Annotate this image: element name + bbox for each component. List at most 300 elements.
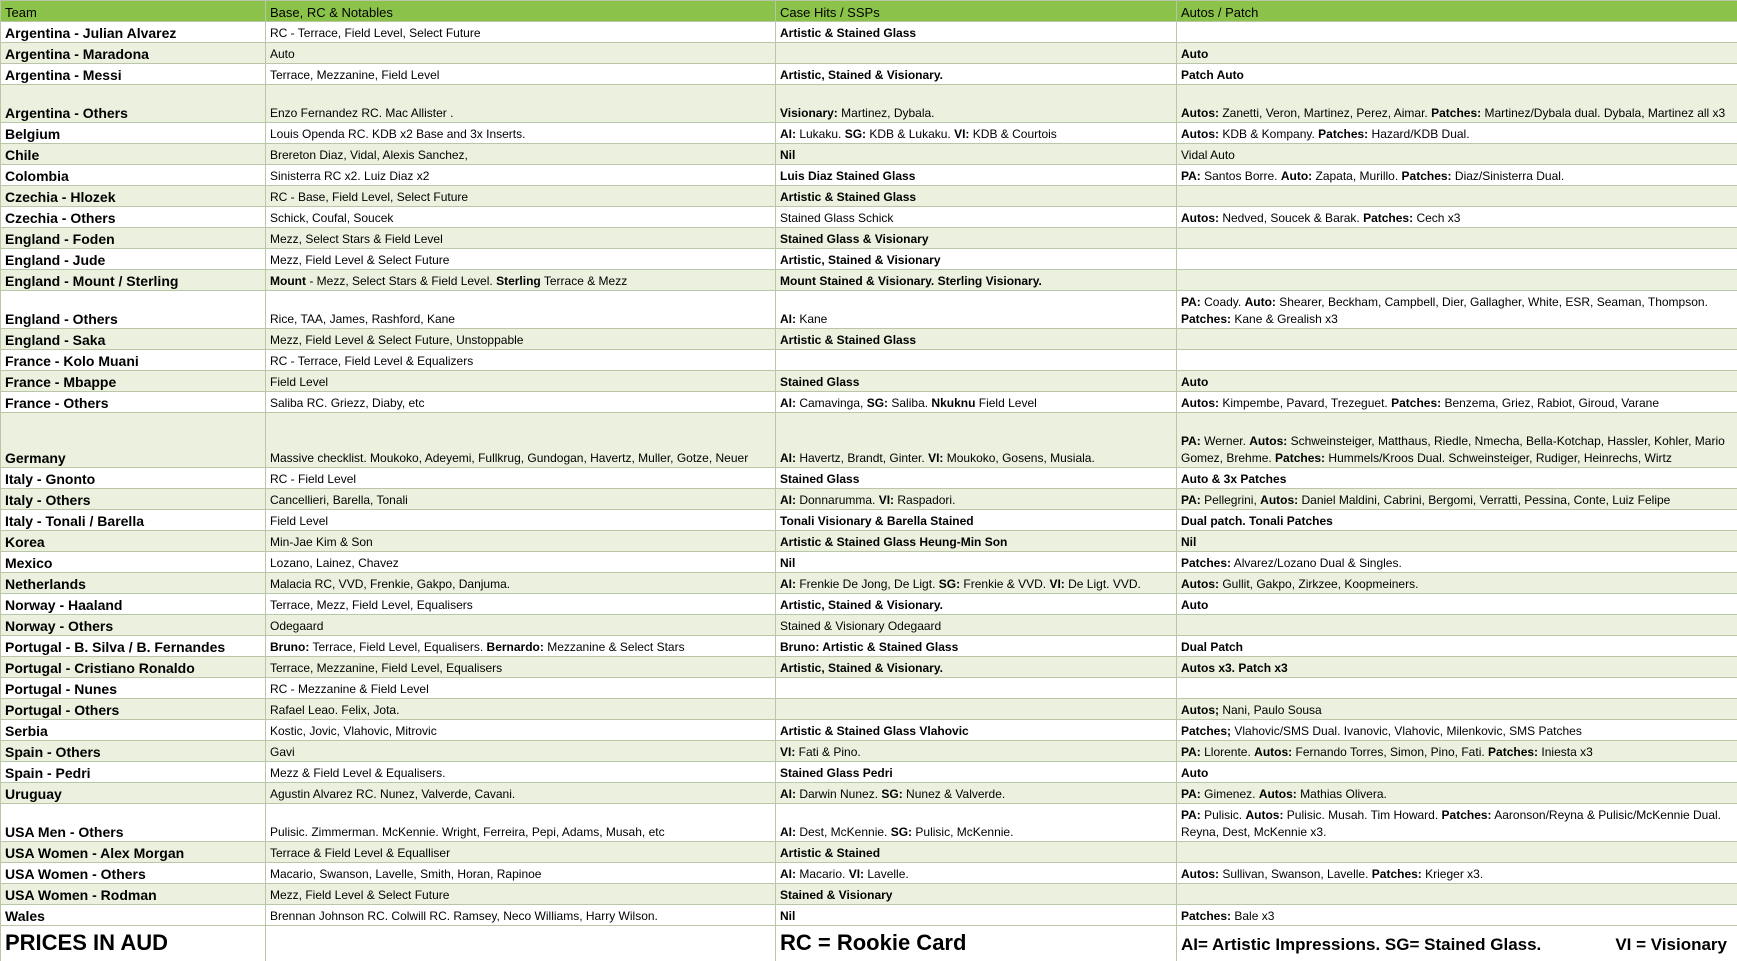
cell-text: PA: [1181,169,1201,183]
hits-cell[interactable] [776,350,1177,371]
cell-text: VI: [1049,577,1065,591]
cell-text: Frenkie & VVD. [960,577,1050,591]
cell-text: Cech x3 [1413,211,1461,225]
base-cell[interactable] [266,783,776,804]
table-row [1,468,1737,489]
cell-text: VI: [848,867,865,881]
cell-text: Field Level [975,396,1037,410]
header-hits[interactable]: Case Hits / SSPs [776,1,1177,22]
cell-text: VI: [928,451,944,465]
cell-text: Patches: [1371,867,1422,881]
cell-text: PA: [1181,808,1201,822]
base-cell[interactable] [266,350,776,371]
team-cell[interactable]: Netherlands [1,573,266,594]
cell-text: Artistic & Stained [780,846,881,860]
base-cell[interactable] [266,43,776,64]
cell-text: Sterling [496,274,541,288]
autos-cell[interactable] [1177,804,1737,842]
autos-cell[interactable] [1177,762,1737,783]
autos-cell[interactable] [1177,783,1737,804]
base-cell[interactable] [266,228,776,249]
hits-cell[interactable] [776,228,1177,249]
base-cell[interactable] [266,657,776,678]
cell-text: Autos: [1181,106,1219,120]
team-cell[interactable]: Czechia - Hlozek [1,186,266,207]
team-cell[interactable]: USA Women - Rodman [1,884,266,905]
team-cell[interactable]: Argentina - Messi [1,64,266,85]
table-row [1,392,1737,413]
autos-cell[interactable] [1177,249,1737,270]
cell-text: RC - Field Level [270,472,357,486]
cell-text: Agustin Alvarez RC. Nunez, Valverde, Cavani. [270,787,516,801]
base-cell[interactable] [266,392,776,413]
cell-text: Patches: [1181,556,1232,570]
cell-text: Terrace, Mezz, Field Level, Equalisers [270,598,473,612]
table-row [1,762,1737,783]
autos-cell[interactable] [1177,468,1737,489]
autos-cell[interactable] [1177,531,1737,552]
table-row [1,144,1737,165]
cell-text: Auto: [1280,169,1313,183]
cell-text: Min-Jae Kim & Son [270,535,373,549]
hits-cell[interactable] [776,615,1177,636]
autos-cell[interactable] [1177,863,1737,884]
cell-text: Auto: [1244,295,1276,309]
base-cell[interactable] [266,186,776,207]
hits-cell[interactable] [776,468,1177,489]
team-cell[interactable]: Portugal - Cristiano Ronaldo [1,657,266,678]
cell-text: Moukoko, Gosens, Musiala. [943,451,1095,465]
footer-legend[interactable] [1177,926,1737,961]
cell-text: Bruno: Artistic & Stained Glass [780,640,959,654]
hits-cell[interactable] [776,510,1177,531]
base-cell[interactable] [266,270,776,291]
cell-text: Macario. [796,867,849,881]
hits-cell[interactable] [776,43,1177,64]
base-cell[interactable] [266,64,776,85]
base-cell[interactable] [266,678,776,699]
cell-text: Mezz, Select Stars & Field Level [270,232,443,246]
cell-text: Gavi [270,745,295,759]
team-cell[interactable]: Czechia - Others [1,207,266,228]
autos-cell[interactable] [1177,270,1737,291]
cell-text: Sullivan, Swanson, Lavelle. [1219,867,1372,881]
base-cell[interactable] [266,291,776,329]
team-cell[interactable]: Wales [1,905,266,926]
team-cell[interactable]: Italy - Others [1,489,266,510]
hits-cell[interactable] [776,85,1177,123]
cell-text: Lozano, Lainez, Chavez [270,556,399,570]
hits-cell[interactable] [776,249,1177,270]
cell-text: Sinisterra RC x2. Luiz Diaz x2 [270,169,430,183]
cell-text: AI: [780,312,796,326]
hits-cell[interactable] [776,531,1177,552]
base-cell[interactable] [266,468,776,489]
cell-text: Bernardo: [486,640,544,654]
cell-text: Autos; [1181,703,1219,717]
base-cell[interactable] [266,510,776,531]
cell-text: Vidal Auto [1181,148,1235,162]
autos-cell[interactable] [1177,165,1737,186]
hits-cell[interactable] [776,804,1177,842]
cell-text: Terrace, Field Level, Equalisers. [309,640,487,654]
cell-text: RC - Terrace, Field Level & Equalizers [270,354,474,368]
team-cell[interactable]: France - Others [1,392,266,413]
cell-text: Patches: [1391,396,1442,410]
table-body [1,22,1737,926]
hits-cell[interactable] [776,270,1177,291]
cell-text: Autos: [1181,211,1219,225]
cell-text: Dest, McKennie. [796,825,891,839]
footer-row [1,926,1737,961]
table-row [1,270,1737,291]
hits-cell[interactable] [776,552,1177,573]
cell-text: Nani, Paulo Sousa [1219,703,1322,717]
team-cell[interactable]: England - Saka [1,329,266,350]
cell-text: Artistic, Stained & Visionary [780,253,941,267]
cell-text: Luis Diaz Stained Glass [780,169,916,183]
cell-text: Pulisic. Zimmerman. McKennie. Wright, Ferreira, Pepi, Adams, Musah, etc [270,825,665,839]
cell-text: Autos: [1181,396,1219,410]
autos-cell[interactable] [1177,699,1737,720]
cell-text: Martinez/Dybala dual. Dybala, Martinez all x3 [1481,106,1726,120]
team-cell[interactable]: France - Kolo Muani [1,350,266,371]
cell-text: Terrace & Field Level & Equalliser [270,846,451,860]
team-cell[interactable]: Spain - Pedri [1,762,266,783]
autos-cell[interactable] [1177,350,1737,371]
autos-cell[interactable] [1177,413,1737,468]
base-cell[interactable] [266,884,776,905]
base-cell[interactable] [266,636,776,657]
header-team[interactable]: Team [1,1,266,22]
cell-text: Zapata, Murillo. [1312,169,1402,183]
cell-text: Havertz, Brandt, Ginter. [796,451,929,465]
cell-text: Patches: [1431,106,1482,120]
header-base[interactable]: Base, RC & Notables [266,1,776,22]
team-cell[interactable]: Portugal - B. Silva / B. Fernandes [1,636,266,657]
cell-text: Aaronson/Reyna & Pulisic/McKennie Dual. Reyna, Dest, McKennie x3. [1181,808,1721,839]
table-row [1,249,1737,270]
cell-text: Stained Glass Pedri [780,766,893,780]
base-cell[interactable] [266,22,776,43]
autos-cell[interactable] [1177,22,1737,43]
team-cell[interactable]: Serbia [1,720,266,741]
table-row [1,699,1737,720]
cell-text: Visionary: [780,106,838,120]
cell-text: Stained Glass [780,472,860,486]
base-cell[interactable] [266,144,776,165]
cell-text: Mount Stained & Visionary. Sterling Visionary. [780,274,1042,288]
table-row [1,678,1737,699]
autos-cell[interactable] [1177,371,1737,392]
cell-text: Darwin Nunez. [796,787,882,801]
base-cell[interactable] [266,165,776,186]
team-cell[interactable]: Argentina - Others [1,85,266,123]
base-cell[interactable] [266,615,776,636]
team-cell[interactable]: Norway - Haaland [1,594,266,615]
cell-text: Autos: [1260,493,1299,507]
hits-cell[interactable] [776,291,1177,329]
autos-cell[interactable] [1177,43,1737,64]
hits-cell[interactable] [776,699,1177,720]
cell-text: Massive checklist. Moukoko, Adeyemi, Fullkrug, Gundogan, Havertz, Muller, Gotze, Neuer [270,451,749,465]
cell-text: Mezz, Field Level & Select Future [270,888,450,902]
footer-prices[interactable] [1,926,266,961]
cell-text: Kimpembe, Pavard, Trezeguet. [1219,396,1392,410]
cell-text: Dual patch. Tonali Patches [1181,514,1333,528]
hits-cell[interactable] [776,489,1177,510]
cell-text: Fati & Pino. [795,745,861,759]
autos-cell[interactable] [1177,657,1737,678]
cell-text: KDB & Lukaku. [866,127,955,141]
table-row [1,636,1737,657]
hits-cell[interactable] [776,863,1177,884]
cell-text: SG: [844,127,867,141]
team-cell[interactable]: England - Others [1,291,266,329]
cell-text: PA: [1181,493,1201,507]
cell-text: Patches: [1318,127,1369,141]
autos-cell[interactable] [1177,144,1737,165]
autos-cell[interactable] [1177,905,1737,926]
base-cell[interactable] [266,207,776,228]
team-cell[interactable]: Argentina - Maradona [1,43,266,64]
cell-text: Artistic & Stained Glass Vlahovic [780,724,969,738]
hits-cell[interactable] [776,783,1177,804]
base-cell[interactable] [266,573,776,594]
table-row [1,863,1737,884]
cell-text: Rice, TAA, James, Rashford, Kane [270,312,455,326]
base-cell[interactable] [266,489,776,510]
table-row [1,531,1737,552]
hits-cell[interactable] [776,144,1177,165]
cell-text: Schick, Coufal, Soucek [270,211,394,225]
autos-cell[interactable] [1177,720,1737,741]
hits-cell[interactable] [776,186,1177,207]
hits-cell[interactable] [776,657,1177,678]
autos-cell[interactable] [1177,228,1737,249]
cell-text: Frenkie De Jong, De Ligt. [796,577,939,591]
cell-text: KDB & Courtois [969,127,1057,141]
cell-text: Auto [1181,598,1209,612]
hits-cell[interactable] [776,762,1177,783]
team-cell[interactable]: USA Men - Others [1,804,266,842]
team-cell[interactable]: Colombia [1,165,266,186]
cell-text: Nunez & Valverde. [902,787,1006,801]
base-cell[interactable] [266,762,776,783]
table-row [1,804,1737,842]
base-cell[interactable] [266,699,776,720]
cell-text: Auto [270,47,295,61]
hits-cell[interactable] [776,720,1177,741]
cell-text: Terrace, Mezzanine, Field Level [270,68,440,82]
team-cell[interactable]: France - Mbappe [1,371,266,392]
autos-cell[interactable] [1177,64,1737,85]
hits-cell[interactable] [776,573,1177,594]
cell-text: Artistic, Stained & Visionary. [780,598,943,612]
team-cell[interactable]: Argentina - Julian Alvarez [1,22,266,43]
cell-text: KDB & Kompany. [1219,127,1319,141]
cell-text: Mount [270,274,306,288]
team-cell[interactable]: Portugal - Others [1,699,266,720]
cell-text: Louis Openda RC. KDB x2 Base and 3x Inserts. [270,127,526,141]
cell-text: Gullit, Gakpo, Zirkzee, Koopmeiners. [1219,577,1419,591]
team-cell[interactable]: Chile [1,144,266,165]
base-cell[interactable] [266,594,776,615]
cell-text: Nil [780,148,796,162]
base-cell[interactable] [266,531,776,552]
footer-rc[interactable] [776,926,1177,961]
cell-text: AI: [780,127,796,141]
hits-cell[interactable] [776,636,1177,657]
autos-cell[interactable] [1177,489,1737,510]
hits-cell[interactable] [776,884,1177,905]
cell-text: Auto & 3x Patches [1181,472,1287,486]
cell-text: Zanetti, Veron, Martinez, Perez, Aimar. [1219,106,1432,120]
table-row [1,905,1737,926]
hits-cell[interactable] [776,207,1177,228]
cell-text: Shearer, Beckham, Campbell, Dier, Gallagher, White, ESR, Seaman, Thompson. [1275,295,1708,309]
cell-text: Artistic & Stained Glass Heung-Min Son [780,535,1008,549]
cell-text: Dual Patch [1181,640,1244,654]
base-cell[interactable] [266,371,776,392]
cell-text: Lavelle. [864,867,909,881]
cell-text: Mathias Olivera. [1296,787,1387,801]
cell-text: Diaz/Sinisterra Dual. [1451,169,1565,183]
team-cell[interactable]: Belgium [1,123,266,144]
autos-cell[interactable] [1177,884,1737,905]
cell-text: Macario, Swanson, Lavelle, Smith, Horan, Rapinoe [270,867,542,881]
cell-text: Stained & Visionary Odegaard [780,619,942,633]
table-row [1,350,1737,371]
cell-text: Stained & Visionary [780,888,893,902]
cell-text: Brennan Johnson RC. Colwill RC. Ramsey, Neco Williams, Harry Wilson. [270,909,658,923]
autos-cell[interactable] [1177,636,1737,657]
cell-text: Santos Borre. [1200,169,1281,183]
autos-cell[interactable] [1177,85,1737,123]
cell-text: - Mezz, Select Stars & Field Level. [305,274,497,288]
hits-cell[interactable] [776,842,1177,863]
hits-cell[interactable] [776,413,1177,468]
autos-cell[interactable] [1177,615,1737,636]
base-cell[interactable] [266,863,776,884]
table-row [1,329,1737,350]
cell-text: Rafael Leao. Felix, Jota. [270,703,400,717]
hits-cell[interactable] [776,64,1177,85]
hits-cell[interactable] [776,165,1177,186]
hits-cell[interactable] [776,22,1177,43]
cell-text: Mezz, Field Level & Select Future, Unstoppable [270,333,524,347]
cell-text: Autos x3. Patch x3 [1181,661,1288,675]
base-cell[interactable] [266,329,776,350]
hits-cell[interactable] [776,392,1177,413]
autos-cell[interactable] [1177,186,1737,207]
table-row [1,413,1737,468]
cell-text: Odegaard [270,619,324,633]
autos-cell[interactable] [1177,392,1737,413]
header-autos[interactable]: Autos / Patch [1177,1,1737,22]
hits-cell[interactable] [776,329,1177,350]
team-cell[interactable]: USA Women - Alex Morgan [1,842,266,863]
base-cell[interactable] [266,804,776,842]
base-cell[interactable] [266,413,776,468]
autos-cell[interactable] [1177,123,1737,144]
cell-text: Patches; [1181,724,1232,738]
team-cell[interactable]: Norway - Others [1,615,266,636]
hits-cell[interactable] [776,123,1177,144]
base-cell[interactable] [266,842,776,863]
autos-cell[interactable] [1177,678,1737,699]
autos-cell[interactable] [1177,842,1737,863]
autos-cell[interactable] [1177,329,1737,350]
hits-cell[interactable] [776,594,1177,615]
team-cell[interactable]: Italy - Gnonto [1,468,266,489]
cell-text: Lukaku. [796,127,845,141]
base-cell[interactable] [266,249,776,270]
autos-cell[interactable] [1177,510,1737,531]
base-cell[interactable] [266,85,776,123]
cell-text: RC - Base, Field Level, Select Future [270,190,469,204]
hits-cell[interactable] [776,371,1177,392]
cell-text: PA: [1181,434,1201,448]
legend-vi: VI = Visionary [1615,934,1727,954]
hits-cell[interactable] [776,741,1177,762]
team-cell[interactable]: Uruguay [1,783,266,804]
team-cell[interactable]: Italy - Tonali / Barella [1,510,266,531]
base-cell[interactable] [266,123,776,144]
autos-cell[interactable] [1177,207,1737,228]
table-row [1,291,1737,329]
prices-note: PRICES IN AUD [5,929,168,955]
team-cell[interactable]: England - Foden [1,228,266,249]
autos-cell[interactable] [1177,741,1737,762]
team-cell[interactable]: England - Jude [1,249,266,270]
cell-text: Patches: [1181,312,1232,326]
autos-cell[interactable] [1177,594,1737,615]
cell-text: Coady. [1200,295,1245,309]
table-row [1,64,1737,85]
team-cell[interactable]: England - Mount / Sterling [1,270,266,291]
team-cell[interactable]: USA Women - Others [1,863,266,884]
cell-text: PA: [1181,787,1201,801]
team-cell[interactable]: Germany [1,413,266,468]
cell-text: Raspadori. [894,493,956,507]
team-cell[interactable]: Korea [1,531,266,552]
team-cell[interactable]: Mexico [1,552,266,573]
base-cell[interactable] [266,741,776,762]
footer-empty[interactable] [266,926,776,961]
base-cell[interactable] [266,720,776,741]
cell-text: Patches: [1401,169,1452,183]
table-row [1,43,1737,64]
team-cell[interactable]: Portugal - Nunes [1,678,266,699]
base-cell[interactable] [266,905,776,926]
table-row [1,720,1737,741]
cell-text: Llorente. [1200,745,1255,759]
table-row [1,186,1737,207]
cell-text: Nil [1181,535,1197,549]
base-cell[interactable] [266,552,776,573]
autos-cell[interactable] [1177,573,1737,594]
autos-cell[interactable] [1177,291,1737,329]
table-row [1,123,1737,144]
hits-cell[interactable] [776,905,1177,926]
cell-text: Daniel Maldini, Cabrini, Bergomi, Verratti, Pessina, Conte, Luiz Felipe [1298,493,1671,507]
hits-cell[interactable] [776,678,1177,699]
autos-cell[interactable] [1177,552,1737,573]
table-row [1,510,1737,531]
cell-text: Artistic & Stained Glass [780,190,917,204]
team-cell[interactable]: Spain - Others [1,741,266,762]
